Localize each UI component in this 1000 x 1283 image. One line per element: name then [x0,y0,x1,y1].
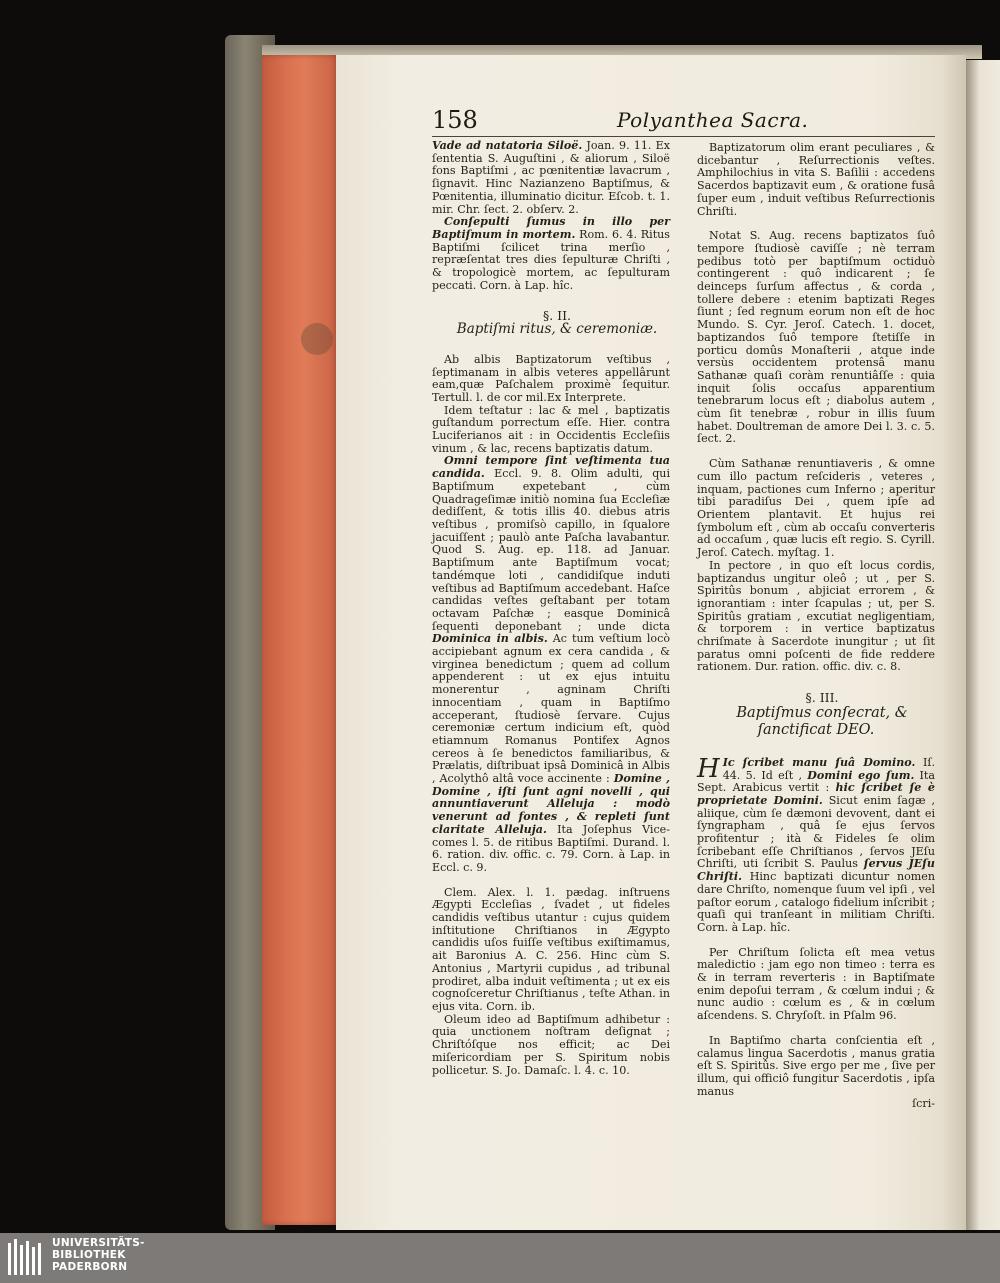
library-name [52,1237,145,1273]
body-text: Ab albis Baptizatorum veſtibus , ſeptimanam in albis veteres appellârunt eam,quæ Paſchalem proximè ſequitur. Tertull. l. de cor mil.Ex Interprete. [432,352,670,404]
catchword: ſcri- [912,1097,935,1111]
paragraph [697,560,935,674]
left-column [432,140,670,1077]
paragraph [432,1014,670,1078]
paragraph-gap [697,739,935,757]
page-number: 158 [432,106,478,134]
body-text: Hinc baptizati dicuntur nomen dare Chriſto, nomenque ſuum vel ipſi , vel paſtor eorum , catalogo fidelium inſcribit ; quaſi qui tranſeant in militiam Chriſti. Corn. à Lap. hîc. [697,870,935,934]
scripture-quote: Omni tempore ſint veſtimenta tua candida. [432,454,670,481]
body-text: Ita Sept. Arabicus vertit : [697,768,936,795]
scripture-quote: Ic ſcribet manu ſuâ Domino. [722,755,916,769]
library-logo-icon [6,1237,44,1279]
page-header [432,106,932,136]
stain-spot [301,323,333,355]
right-column [697,142,935,1111]
body-text: In Baptiſmo charta conſcientia eſt , calamus lingua Sacerdotis , manus gratia eſt S. Spiritûs. Sive ergo per me , ſive per illum, qui officiô fungitur Sacerdotis , ipſa manus [697,1033,935,1098]
paragraph [697,458,935,560]
paragraph [697,1035,935,1099]
section-number: §. III. [805,690,839,706]
body-text: Sicut enim ſagæ , aliique, cùm ſe dæmoni devovent, dant ei ſyngrapham , quâ ſe ejus ſervos profitentur ; ità & Fideles ſe olim ſcribebant eſſe Chriſtianos , ſervos JEſu Chriſti, uti ſcribit S. Paulus [697,793,936,871]
library-footer [0,1233,1000,1283]
body-text: Joan. 9. 11. Ex ſententia S. Auguſtini , & aliorum , Siloë fons Baptiſmi , ac pœnitentiæ lavacrum , ſignavit. Hinc Nazianzeno Baptiſmus, & Pœnitentia, illuminatio dicitur. Eſcob. t. 1. mir. Chr. ſect. 2. obſerv. 2. [432,139,670,216]
body-text: In pectore , in quo eſt locus cordis, baptizandus ungitur oleô ; ut , per S. Spiritûs bonum , abjiciat errorem , & ignorantiam : inter ſcapulas ; ut, per S. Spiritûs gratiam , excutiat negligentiam, & torporem : in vertice baptizatus chriſmate à Sacerdote inungitur ; ut ſit paratus omni poſcenti de fide reddere rationem. Dur. ration. offic. div. c. 8. [697,558,935,674]
section-title: Baptiſmi ritus, & ceremoniæ. [456,321,658,338]
library-name-line: BIBLIOTHEK [52,1249,126,1261]
library-name-line: PADERBORN [52,1261,128,1273]
scripture-quote: hic ſcribet ſe è proprietate Domini. [697,781,935,807]
body-text: Baptizatorum olim erant peculiares , & dicebantur , Reſurrectionis veſtes. Amphilochius in vita S. Baſilii : accedens Sacerdos baptizavit eum , & oratione fusâ ſuper eum , induit veſtibus Reſurrectionis Chriſti. [697,141,935,218]
scripture-quote: Vade ad natatoria Siloë. [432,139,583,152]
body-text: Ac tum veſtium locò accipiebant agnum ex cera candida , & virginea benedictum ; quem ad collum appenderent : ut ex ejus intuitu monerentur , agninam Chriſti innocentiam , quam in Baptiſmo acceperant, ſtudiosè ſervare. Cujus ceremoniæ certum indicium eſt, quòd etiamnum Romanus Pontifex Agnos cereos à ſe benedictos familiaribus, & Prælatis, diſtribuat ipsâ Dominicâ in Albis , Acolythô altâ voce accinente : [432,632,670,786]
body-text: Ita Joſephus Vice-comes l. 5. de ritibus Baptiſmi. Durand. l. 6. ration. div. offic. c. 79. Corn. à Lap. in Eccl. c. 9. [432,822,670,874]
drop-capital: H [697,753,720,784]
paragraph [697,230,935,446]
body-text: Iſ. 44. 5. Id eſt , [722,755,936,782]
scripture-quote: Domini ego ſum. [807,768,915,782]
section-number: §. II. [542,308,572,324]
body-text: Rom. 6. 4. Ritus Baptiſmi ſcilicet trina merſio , repræſentat tres dies ſepulturæ Chriſti , & tropologicè mortem, ac ſepulturam peccati. Corn. à Lap. hîc. [432,227,670,292]
paragraph-gap [432,336,670,354]
body-text: Per Chriſtum ſolicta eſt mea vetus maledictio : jam ego non timeo : terra es & in terram reverteris : in Baptiſmate enim depoſui terram , & cœlum indui ; & nunc audio : cœlum es , & in cœlum aſcendens. S. Chryſoſt. in Pſalm 96. [697,945,935,1023]
paragraph [432,405,670,456]
library-name-line: UNIVERSITÄTS- [52,1237,145,1249]
scripture-quote: Dominica in albis. [432,632,548,646]
red-page-edge [262,55,340,1225]
body-text: Oleum ideo ad Baptiſmum adhibetur : quia unctionem noſtram deſignat ; Chriſtóſque nos efficit; ac Dei miſericordiam per S. Spiritum nobis pollicetur. S. Jo. Damaſc. l. 4. c. 10. [432,1012,670,1077]
paragraph [697,753,936,935]
paragraph [697,947,935,1023]
body-text: Notat S. Aug. recens baptizatos ſuô tempore ſtudiosè caviſſe ; nè terram pedibus totò per baptiſmum octiduò contingerent : quô indicarent ; ſe deinceps ſurſum affectus , & corda , tollere debere : etenim baptizati Reges ſiunt ; ſed regnum eorum non eſt de hoc Mundo. S. Cyr. Jeroſ. Catech. 1. docet, baptizandos ſuô tempore ſtetiſſe in porticu domûs Monaſterii , atque inde versùs occidentem protensâ manu Sathanæ quaſi coràm renuntiâſſe : quia inquit ſolis occaſus apparentium tenebrarum locus eſt ; diabolus autem , cùm ſit tenebræ , robur in illis ſuum habet. Doultreman de amore Dei l. 3. c. 5. ſect. 2. [697,229,935,446]
facing-page-edge [966,60,1000,1230]
running-title: Polyanthea Sacra. [617,108,809,132]
paragraph [697,142,935,218]
paragraph [432,354,670,405]
body-text: Clem. Alex. l. 1. pædag. inſtruens Ægypti Eccleſias , ſvadet , ut fideles candidis veſtibus utantur : cujus quidem inſtitutione Chriſtianos in Ægypto candidis uſos fuiſſe veſtibus exiſtimamus, ait Baronius A. C. 256. Hinc cùm S. Antonius , Martyrii cupidus , ad tribunal prodiret, alba induit veſtimenta ; ut ex eis cognoſceretur Chriſtianus , teſte Athan. in ejus vita. Corn. ib. [432,885,670,1013]
body-text: Idem teſtatur : lac & mel , baptizatis guſtandum porrectum eſſe. Hier. contra Luciferianos ait : in Occidentis Eccleſiis vinum , & lac, recens baptizatis datum. [432,403,670,455]
paragraph [432,455,670,874]
body-text: Cùm Sathanæ renuntiaveris , & omne cum illo pactum reſcideris , veteres , inquam, pactiones cum Inferno ; aperitur tibi paradiſus Dei , quem ipſe ad Orientem plantavit. Et hujus rei ſymbolum eſt , cùm ab occaſu converteris ad occaſum , quæ lucis eſt regio. S. Cyrill. Jeroſ. Catech. myſtag. 1. [697,457,935,560]
paragraph [432,140,670,216]
scripture-quote: ſervus JEſu Chriſti. [697,857,935,884]
scripture-quote: Conſepulti ſumus in illo per Baptiſmum in mortem. [432,215,670,241]
paragraph [432,887,670,1014]
section-title: Baptiſmus conſecrat, & ſanctificat DEO. [736,704,908,738]
paragraph [432,216,670,292]
header-rule [432,136,935,137]
scripture-quote: Domine , Domine , iſti ſunt agni novelli , qui annuntiaverunt Alleluja : modò venerunt ad fontes , & repleti ſunt claritate Alleluja. [432,772,670,836]
body-text: Eccl. 9. 8. Olim adulti, qui Baptiſmum expetebant , cùm Quadrageſimæ initiò nomina ſua Eccleſiæ dediſſent, & totis illis 40. diebus atris veſtibus , promiſsò capillo, in ſqualore jacuiſſent ; paulò ante Paſcha lavabantur. Quod S. Aug. ep. 118. ad Januar. Baptiſmum ante Baptiſmum vocat; tandémque loti , candidiſque induti veſtibus ad Baptiſmum accedebant. Haſce candidas veſtes geſtabant per totam octavam Paſchæ ; easque Dominicâ ſequenti deponebant ; unde dicta [432,467,670,633]
